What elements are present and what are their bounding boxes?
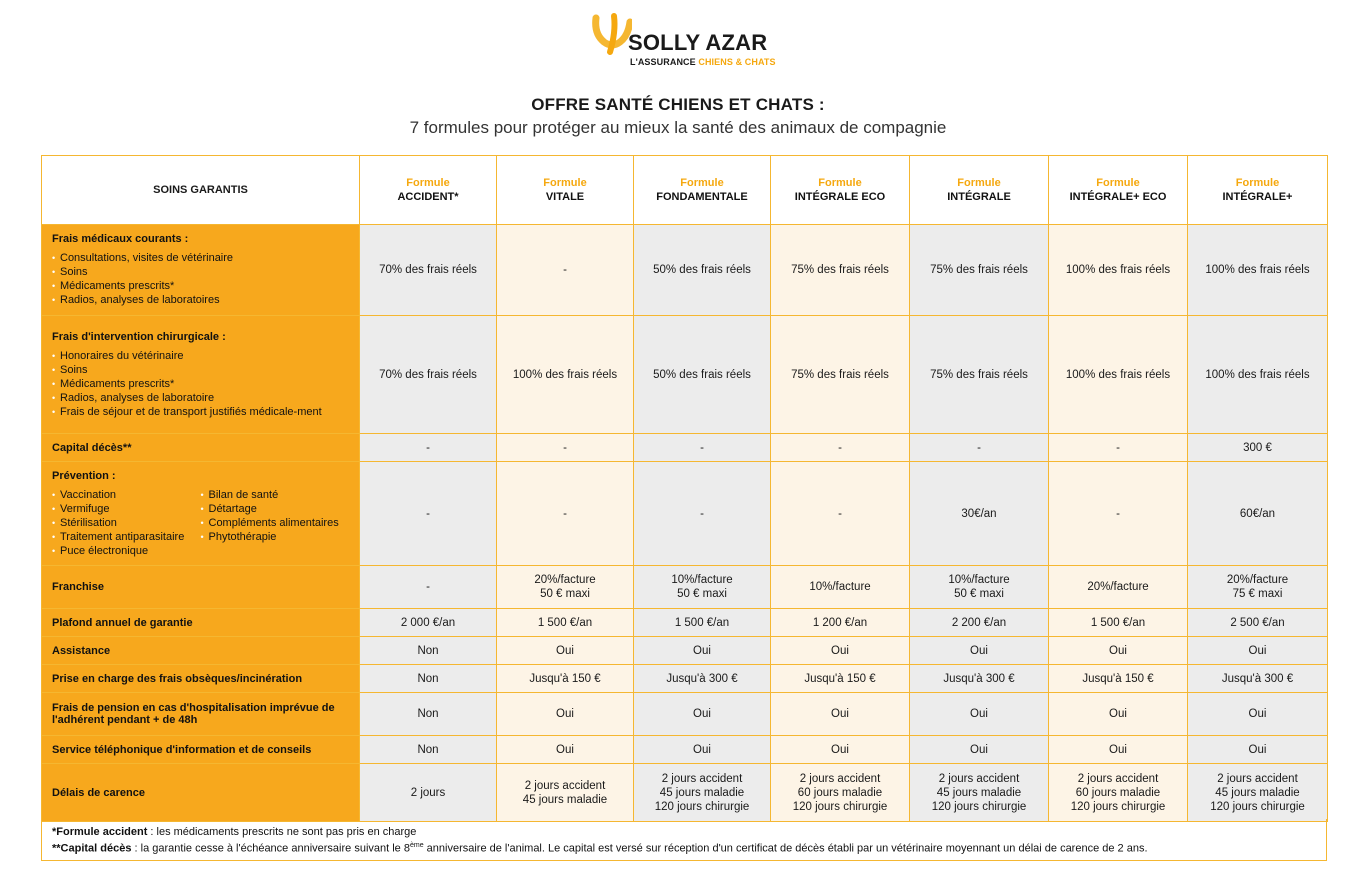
row-label: Prise en charge des frais obsèques/incinération	[52, 672, 303, 685]
header-soins-garantis: SOINS GARANTIS	[42, 156, 360, 225]
value-cell: 100% des frais réels	[1049, 225, 1188, 316]
header-formula-1	[497, 156, 634, 225]
value-cell: 2 000 €/an	[360, 609, 497, 637]
logo-tagline-accent: CHIENS & CHATS	[698, 57, 776, 67]
formula-prefix: Formule	[406, 177, 450, 189]
formula-prefix: Formule	[1096, 177, 1140, 189]
table-row	[42, 462, 1328, 566]
header-formula-0	[360, 156, 497, 225]
formula-name: INTÉGRALE	[947, 191, 1011, 203]
value-cell: Jusqu'à 300 €	[1188, 665, 1328, 693]
bullet-item: • Vaccination	[52, 488, 201, 502]
bullet-list	[52, 488, 201, 558]
value-cell: -	[360, 434, 497, 462]
row-label-cell	[42, 316, 360, 434]
value-cell: 2 500 €/an	[1188, 609, 1328, 637]
footnote-accident-label: *Formule accident	[52, 826, 148, 838]
value-cell: 1 500 €/an	[497, 609, 634, 637]
value-cell: -	[634, 462, 771, 566]
row-label: Capital décès**	[52, 441, 132, 454]
value-cell: Oui	[910, 637, 1049, 665]
bullet-item: • Puce électronique	[52, 544, 201, 558]
value-cell: Jusqu'à 150 €	[497, 665, 634, 693]
bullet-item: • Médicaments prescrits*	[52, 279, 349, 293]
value-cell: Oui	[1188, 693, 1328, 736]
bullet-item: • Phytothérapie	[201, 530, 350, 544]
bullet-item: • Soins	[52, 265, 349, 279]
logo-mark-icon	[592, 12, 632, 62]
bullet-item: • Détartage	[201, 502, 350, 516]
value-cell: -	[360, 566, 497, 609]
table-header-row	[42, 156, 1328, 225]
footnote-accident-text: : les médicaments prescrits ne sont pas pris en charge	[147, 826, 417, 838]
value-cell: -	[634, 434, 771, 462]
value-cell: 75% des frais réels	[910, 316, 1049, 434]
value-cell: -	[910, 434, 1049, 462]
page-title: OFFRE SANTÉ CHIENS ET CHATS :	[531, 95, 825, 114]
value-cell: -	[771, 434, 910, 462]
value-cell: Non	[360, 665, 497, 693]
value-cell: 10%/facture 50 € maxi	[910, 566, 1049, 609]
value-cell: Oui	[497, 693, 634, 736]
value-cell: Oui	[1049, 637, 1188, 665]
bullet-item: • Médicaments prescrits*	[52, 377, 349, 391]
formula-prefix: Formule	[543, 177, 587, 189]
formula-prefix: Formule	[680, 177, 724, 189]
value-cell: Oui	[634, 693, 771, 736]
value-cell: -	[1049, 462, 1188, 566]
row-label-cell	[42, 764, 360, 822]
footnote-capital-text-b: anniversaire de l'animal. Le capital est versé sur réception d'un certificat de décès établi par un vétérinaire moyennant un délai de carence de 2 ans.	[423, 842, 1148, 855]
value-cell: Jusqu'à 300 €	[910, 665, 1049, 693]
bullet-list	[52, 349, 349, 419]
value-cell: 10%/facture 50 € maxi	[634, 566, 771, 609]
bullet-item: • Soins	[52, 363, 349, 377]
table-row	[42, 566, 1328, 609]
solly-azar-logo	[592, 12, 792, 72]
value-cell: Jusqu'à 150 €	[771, 665, 910, 693]
bullet-columns	[52, 482, 349, 558]
value-cell: Oui	[771, 637, 910, 665]
value-cell: 100% des frais réels	[1049, 316, 1188, 434]
value-cell: 75% des frais réels	[771, 225, 910, 316]
value-cell: Oui	[1188, 637, 1328, 665]
value-cell: Non	[360, 736, 497, 764]
logo-tagline	[630, 57, 776, 67]
bullet-item: • Radios, analyses de laboratoires	[52, 293, 349, 307]
value-cell: 2 200 €/an	[910, 609, 1049, 637]
formula-name: FONDAMENTALE	[656, 191, 748, 203]
value-cell: 1 500 €/an	[1049, 609, 1188, 637]
value-cell: 20%/facture 75 € maxi	[1188, 566, 1328, 609]
value-cell: Oui	[1188, 736, 1328, 764]
table-row	[42, 225, 1328, 316]
value-cell: Oui	[910, 693, 1049, 736]
value-cell: -	[771, 462, 910, 566]
header-formula-3	[771, 156, 910, 225]
value-cell: -	[360, 462, 497, 566]
value-cell: Oui	[634, 637, 771, 665]
value-cell: 2 jours accident 45 jours maladie 120 jours chirurgie	[910, 764, 1049, 822]
footnote-capital-label: **Capital décès	[52, 842, 132, 855]
comparison-table-wrapper	[41, 155, 1327, 822]
value-cell: Oui	[1049, 736, 1188, 764]
row-label: Frais médicaux courants :	[52, 233, 189, 245]
bullet-item: • Bilan de santé	[201, 488, 350, 502]
value-cell: Jusqu'à 300 €	[634, 665, 771, 693]
value-cell: Jusqu'à 150 €	[1049, 665, 1188, 693]
value-cell: -	[1049, 434, 1188, 462]
header-formula-4	[910, 156, 1049, 225]
formula-prefix: Formule	[1235, 177, 1280, 189]
value-cell: 100% des frais réels	[1188, 316, 1328, 434]
row-label: Service téléphonique d'information et de conseils	[52, 743, 312, 756]
value-cell: 75% des frais réels	[771, 316, 910, 434]
value-cell: 50% des frais réels	[634, 316, 771, 434]
value-cell: 2 jours accident 45 jours maladie 120 jours chirurgie	[1188, 764, 1328, 822]
row-label: Plafond annuel de garantie	[52, 616, 193, 629]
row-label-cell	[42, 693, 360, 736]
table-row	[42, 609, 1328, 637]
logo-tagline-prefix: L'ASSURANCE	[630, 57, 699, 67]
formula-name: INTÉGRALE+ ECO	[1069, 191, 1167, 203]
footnotes	[41, 819, 1327, 861]
value-cell: -	[497, 434, 634, 462]
page-subtitle: 7 formules pour protéger au mieux la santé des animaux de compagnie	[409, 118, 947, 137]
value-cell: 300 €	[1188, 434, 1328, 462]
footnote-accident	[52, 825, 1316, 839]
row-label: Franchise	[52, 581, 104, 593]
table-row	[42, 665, 1328, 693]
formula-name: ACCIDENT*	[397, 191, 459, 203]
value-cell: 2 jours accident 60 jours maladie 120 jours chirurgie	[771, 764, 910, 822]
value-cell: 20%/facture 50 € maxi	[497, 566, 634, 609]
formula-name: INTÉGRALE ECO	[794, 191, 886, 203]
table-row	[42, 764, 1328, 822]
value-cell: 2 jours accident 45 jours maladie	[497, 764, 634, 822]
header-formula-6	[1188, 156, 1328, 225]
value-cell: 60€/an	[1188, 462, 1328, 566]
value-cell: 30€/an	[910, 462, 1049, 566]
logo-name: SOLLY AZAR	[628, 30, 768, 55]
value-cell: 70% des frais réels	[360, 225, 497, 316]
value-cell: Oui	[910, 736, 1049, 764]
row-label-cell	[42, 566, 360, 609]
formula-name: VITALE	[545, 191, 585, 203]
value-cell: 100% des frais réels	[497, 316, 634, 434]
bullet-item: • Consultations, visites de vétérinaire	[52, 251, 349, 265]
row-label-cell	[42, 637, 360, 665]
value-cell: 1 500 €/an	[634, 609, 771, 637]
value-cell: 50% des frais réels	[634, 225, 771, 316]
bullet-item: • Honoraires du vétérinaire	[52, 349, 349, 363]
value-cell: Non	[360, 637, 497, 665]
value-cell: 70% des frais réels	[360, 316, 497, 434]
value-cell: Oui	[634, 736, 771, 764]
row-label-cell	[42, 462, 360, 566]
table-row	[42, 693, 1328, 736]
row-label: Frais d'intervention chirurgicale :	[52, 330, 226, 343]
value-cell: Oui	[771, 693, 910, 736]
table-row	[42, 434, 1328, 462]
formula-prefix: Formule	[818, 177, 862, 189]
bullet-item: • Stérilisation	[52, 516, 201, 530]
value-cell: -	[497, 225, 634, 316]
value-cell: 2 jours accident 45 jours maladie 120 jours chirurgie	[634, 764, 771, 822]
footnote-capital-deces	[52, 839, 1316, 856]
formula-prefix: Formule	[957, 177, 1001, 189]
bullet-item: • Vermifuge	[52, 502, 201, 516]
value-cell: Non	[360, 693, 497, 736]
value-cell: 10%/facture	[771, 566, 910, 609]
value-cell: 1 200 €/an	[771, 609, 910, 637]
row-label-cell	[42, 434, 360, 462]
row-label-cell	[42, 736, 360, 764]
table-row	[42, 736, 1328, 764]
header-formula-2	[634, 156, 771, 225]
value-cell: Oui	[1049, 693, 1188, 736]
value-cell: Oui	[497, 637, 634, 665]
row-label-cell	[42, 225, 360, 316]
value-cell: 2 jours accident 60 jours maladie 120 jours chirurgie	[1049, 764, 1188, 822]
row-label: Prévention :	[52, 469, 116, 482]
value-cell: 20%/facture	[1049, 566, 1188, 609]
value-cell: -	[497, 462, 634, 566]
value-cell: 100% des frais réels	[1188, 225, 1328, 316]
row-label: Assistance	[52, 644, 111, 657]
value-cell: 2 jours	[360, 764, 497, 822]
footnote-capital-text-a: : la garantie cesse à l'échéance anniversaire suivant le 8	[131, 842, 410, 855]
row-label: Frais de pension en cas d'hospitalisation imprévue de l'adhérent pendant + de 48h	[52, 702, 335, 726]
bullet-list	[52, 251, 349, 307]
row-label-cell	[42, 665, 360, 693]
table-body	[42, 225, 1328, 822]
bullet-list	[201, 488, 350, 558]
footnote-capital-sup: ème	[409, 842, 424, 849]
row-label: Délais de carence	[52, 786, 145, 799]
bullet-item: • Compléments alimentaires	[201, 516, 350, 530]
row-label-cell	[42, 609, 360, 637]
header-formula-5	[1049, 156, 1188, 225]
formula-name: INTÉGRALE+	[1222, 191, 1293, 203]
value-cell: Oui	[497, 736, 634, 764]
table-row	[42, 316, 1328, 434]
bullet-item: • Frais de séjour et de transport justifiés médicale-ment	[52, 405, 349, 419]
value-cell: Oui	[771, 736, 910, 764]
bullet-item: • Radios, analyses de laboratoire	[52, 391, 349, 405]
value-cell: 75% des frais réels	[910, 225, 1049, 316]
comparison-table	[41, 155, 1328, 822]
bullet-item: • Traitement antiparasitaire	[52, 530, 201, 544]
table-row	[42, 637, 1328, 665]
